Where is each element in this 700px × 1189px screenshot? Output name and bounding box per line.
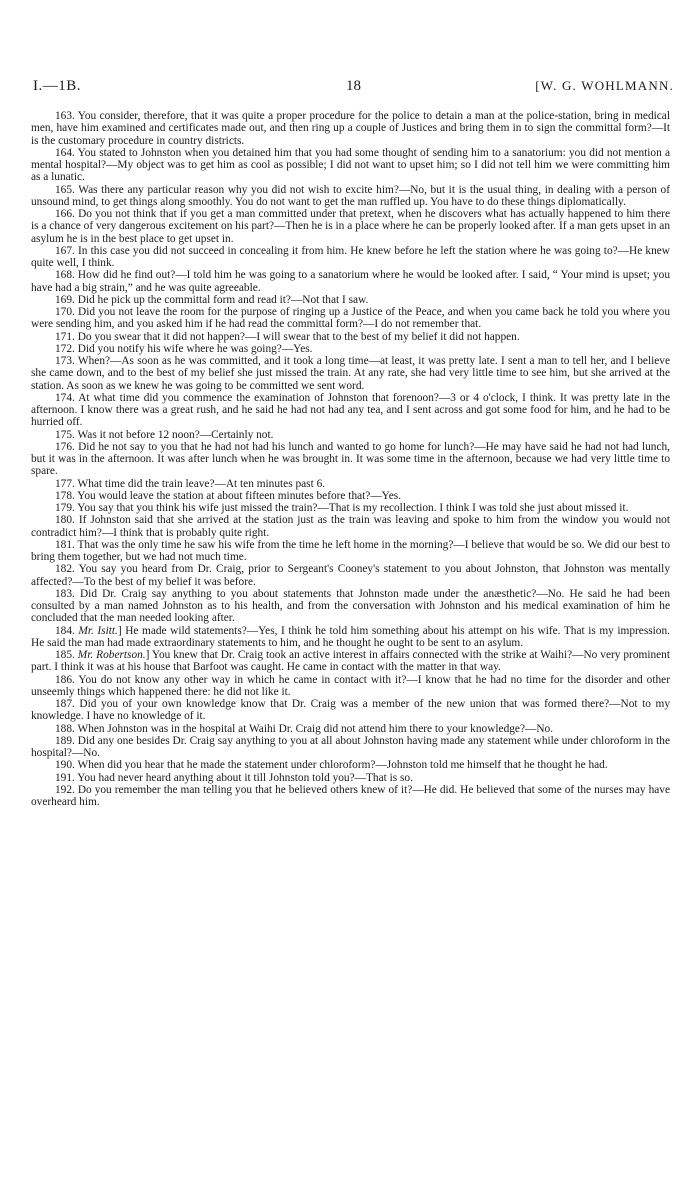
testimony-paragraph: [31, 514, 670, 539]
paragraph-text: 180. If Johnston said that she arrived at the station just as the train was leaving and spoke to him from the window you would not contradict him?—I think that is probably quite right.: [31, 514, 670, 539]
page-number: 18: [346, 78, 361, 94]
testimony-paragraph: [31, 147, 670, 184]
testimony-paragraph: [31, 784, 670, 809]
testimony-paragraph: [31, 110, 670, 147]
testimony-paragraph: [31, 441, 670, 478]
paragraph-text: 177. What time did the train leave?—At ten minutes past 6.: [55, 477, 326, 490]
paragraph-text: 170. Did you not leave the room for the purpose of ringing up a Justice of the Peace, and when you came back he told you where you were sending him, and you asked him if he had read the committal form?—I do not remember that.: [31, 306, 670, 331]
testimony-paragraph: [31, 674, 670, 699]
testimony-paragraph: [31, 490, 670, 502]
paragraph-text: 192. Do you remember the man telling you that he believed others knew of it?—He did. He believed that some of the nurses may have overheard him.: [31, 783, 670, 808]
paragraph-text: 166. Do you not think that if you get a man committed under that pretext, when he discovers what has actually happened to him there is a chance of very dangerous excitement on his part?—Then he is in a place where he can be properly looked after. If a man gets upset in an asylum he is in the best place to get upset in.: [31, 208, 670, 245]
paragraph-text: 171. Do you swear that it did not happen?—I will swear that to the best of my belief it did not happen.: [55, 330, 520, 343]
paragraph-text: 179. You say that you think his wife just missed the train?—That is my recollection. I think I was told she just about missed it.: [55, 502, 629, 514]
testimony-paragraph: [31, 184, 670, 209]
speaker-name: Mr. Isitt.: [78, 624, 118, 637]
paragraph-text: 167. In this case you did not succeed in concealing it from him. He knew before he left the station where he was going to?—He knew quite well, I think.: [31, 244, 670, 269]
paragraph-text: 165. Was there any particular reason why you did not wish to excite him?—No, but it is the usual thing, in dealing with a person of unsound mind, to get things along smoothly. You do not want to get the man ruffled up. You have to do these things diplomatically.: [31, 183, 670, 208]
paragraph-text: ] You knew that Dr. Craig took an active interest in affairs connected with the strike at Waihi?—No very prominent part. I think it was at his house that Barfoot was caught. He came in contact with the matter in that way.: [31, 649, 671, 674]
paragraph-text: 172. Did you notify his wife where he was going?—Yes.: [55, 342, 313, 355]
speaker-name: Mr. Robertson.: [77, 649, 146, 661]
testimony-body: [31, 110, 670, 808]
paragraph-text: 191. You had never heard anything about it till Johnston told you?—That is so.: [55, 771, 413, 784]
paragraph-text: 176. Did he not say to you that he had not had his lunch and wanted to go home for lunch?—He may have said he had not had lunch, but it was in the afternoon. It was after lunch when he was brought in. It was some time in the afternoon, because we had very little time to spare.: [31, 440, 670, 478]
testimony-paragraph: [31, 772, 670, 784]
question-number: 185.: [55, 649, 78, 661]
paragraph-text: 187. Did you of your own knowledge know that Dr. Craig was a member of the new union that was formed there?—Not to my knowledge. I have no knowledge of it.: [31, 698, 670, 723]
paragraph-text: 181. That was the only time he saw his wife from the time he left home in the morning?—I believe that would be so. We did our best to bring them together, but we had not much time.: [31, 538, 670, 563]
paragraph-text: 189. Did any one besides Dr. Craig say anything to you at all about Johnston having made any statement while under chloroform in the hospital?—No.: [31, 734, 670, 759]
paragraph-text: 169. Did he pick up the committal form and read it?—Not that I saw.: [55, 293, 369, 306]
testimony-paragraph: [31, 502, 670, 514]
testimony-paragraph: [31, 355, 670, 392]
testimony-paragraph: [31, 539, 670, 564]
testimony-paragraph: [31, 245, 670, 270]
paragraph-text: 168. How did he find out?—I told him he was going to a sanatorium where he would be looked after. I said, “ Your mind is upset; you have had a big strain,” and he was quite agreeable.: [31, 269, 670, 294]
paragraph-text: 183. Did Dr. Craig say anything to you about statements that Johnston made under the anæsthetic?—No. He said he had been consulted by a man named Johnston as to his health, and from the conversation with Johnston and his medical examination of him he concluded that the man needed looking after.: [31, 587, 670, 625]
testimony-paragraph: [31, 306, 670, 331]
paragraph-text: 188. When Johnston was in the hospital at Waihi Dr. Craig did not attend him there to your knowledge?—No.: [55, 722, 554, 735]
page-header: [33, 78, 674, 100]
testimony-paragraph: [31, 331, 670, 343]
testimony-paragraph: [31, 429, 670, 441]
question-number: 184.: [55, 624, 79, 637]
paragraph-text: 190. When did you hear that he made the statement under chloroform?—Johnston told me himself that he thought he had.: [55, 759, 608, 772]
testimony-paragraph: [31, 588, 670, 625]
testimony-paragraph: [31, 294, 670, 306]
testimony-paragraph: [31, 478, 670, 490]
witness-name: [W. G. WOHLMANN.: [535, 78, 674, 93]
paragraph-text: 186. You do not know any other way in which he came in contact with it?—I know that he had no time for the disorder and other unseemly things which happened there: he did not like it.: [31, 673, 670, 698]
testimony-paragraph: [31, 269, 670, 294]
testimony-paragraph: [31, 392, 670, 429]
paragraph-text: 182. You say you heard from Dr. Craig, prior to Sergeant's Cooney's statement to you about Johnston, that Johnston was mentally affected?—To the best of my belief it was before.: [31, 563, 670, 588]
testimony-paragraph: [31, 698, 670, 723]
testimony-paragraph: [31, 208, 670, 245]
testimony-paragraph: [31, 343, 670, 355]
paragraph-text: 174. At what time did you commence the examination of Johnston that forenoon?—3 or 4 o'clock, I think. It was pretty late in the afternoon. I know there was a great rush, and he said he had not had any tea, and I sent across and got some food for him, and he had to be hurried off.: [31, 391, 670, 429]
testimony-paragraph: [31, 723, 670, 735]
testimony-paragraph: [31, 625, 670, 650]
testimony-paragraph: [31, 735, 670, 760]
paragraph-text: 173. When?—As soon as he was committed, and it took a long time—at least, it was pretty late. I sent a man to tell her, and I believe she came down, and to the best of my belief she just missed the train. At any rate, she had very little time to see him, but she arrived at the station. As soon as we knew he was going to be committed we sent word.: [31, 355, 670, 392]
testimony-paragraph: [31, 759, 670, 771]
testimony-paragraph: [31, 563, 670, 588]
paragraph-text: ] He made wild statements?—Yes, I think he told him something about his attempt on his wife. That is my impression. He said the man had made extraordinary statements to him, and he thought he ought to be sent to an asylum.: [31, 624, 670, 649]
paragraph-text: 175. Was it not before 12 noon?—Certainly not.: [55, 428, 274, 441]
paragraph-text: 178. You would leave the station at about fifteen minutes before that?—Yes.: [55, 489, 402, 502]
parliamentary-paper-ref: I.—1B.: [33, 78, 81, 94]
paragraph-text: 164. You stated to Johnston when you detained him that you had some thought of sending him to a sanatorium: you did not mention a mental hospital?—My object was to get him as cool as possible; I did not want to upset him; so I did not tell him we were committing him as a lunatic.: [31, 146, 670, 184]
testimony-paragraph: [31, 649, 670, 674]
paragraph-text: 163. You consider, therefore, that it was quite a proper procedure for the police to detain a man at the police-station, bring in medical men, have him examined and certificates made out, and then ring up a couple of Justices and bring them in to sign the committal form?—It is the customary procedure in country districts.: [31, 110, 670, 147]
